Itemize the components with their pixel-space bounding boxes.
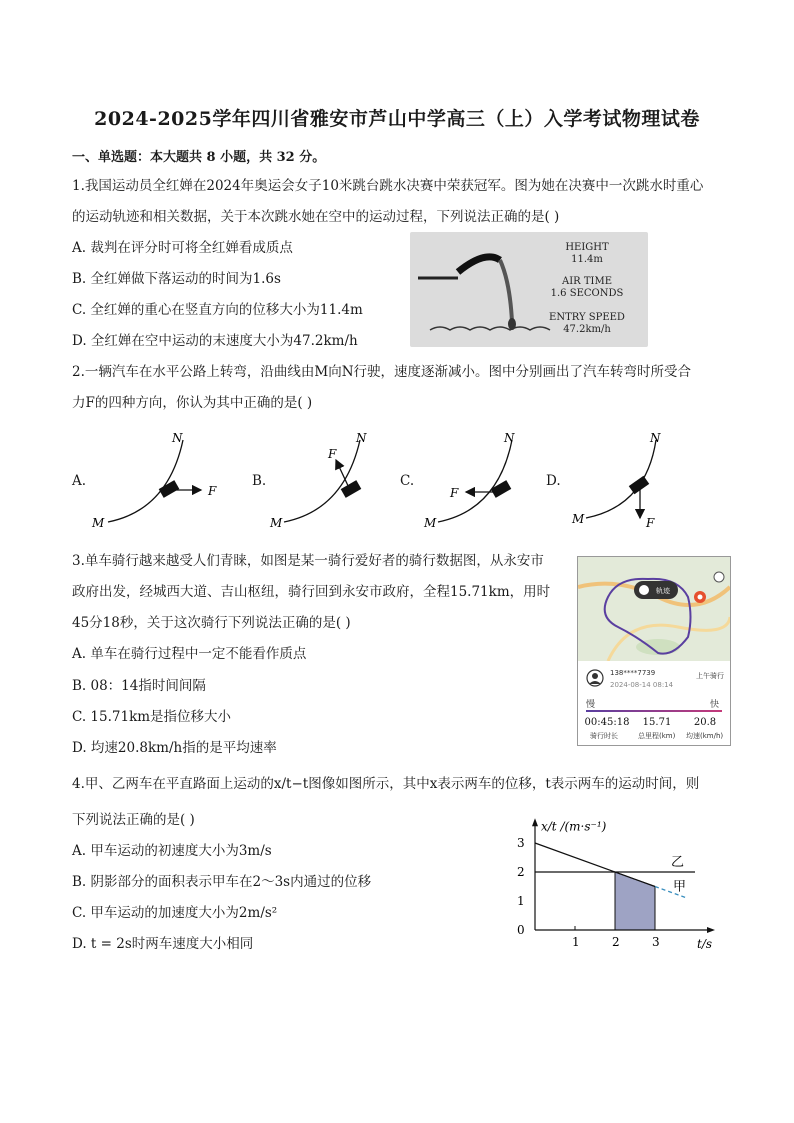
q4-option-c: C. 甲车运动的加速度大小为2m/s² [72, 905, 278, 921]
speed-value: 20.8 [693, 717, 717, 728]
shaded-area [615, 872, 655, 930]
q2-figure-c [420, 430, 550, 530]
q2-a-m: M [92, 516, 105, 530]
fast-label: 快 [710, 700, 720, 710]
entry-speed-value: 47.2km/h [563, 324, 611, 335]
q2-b-m: M [270, 516, 283, 530]
series-jia-label: 甲 [673, 879, 687, 895]
section-heading: 一、单选题：本大题共 8 小题，共 32 分。 [72, 150, 326, 165]
y-tick-label: 2 [517, 865, 525, 879]
q4-option-d: D. t = 2s时两车速度大小相同 [72, 936, 254, 952]
slow-label: 慢 [586, 700, 596, 710]
y-tick-label: 3 [517, 836, 525, 850]
q1-line1: 1.我国运动员全红婵在2024年奥运会女子10米跳台跳水决赛中荣获冠军。图为她在决赛中一次跳水时重心 [72, 178, 704, 194]
q2-line2: 力F的四种方向，你认为其中正确的是( ) [72, 395, 313, 411]
series-yi-label: 乙 [671, 855, 685, 870]
q4-line1: 4.甲、乙两车在平直路面上运动的x/t−t图像如图所示，其中x表示两车的位移，t表示两车的运动时间，则 [72, 776, 700, 792]
q2-a-n: N [172, 431, 183, 445]
distance-value: 15.71 [642, 717, 672, 728]
x-tick-label: 2 [612, 935, 620, 949]
x-tick-label: 3 [652, 935, 660, 949]
q2-d-m: M [572, 512, 585, 526]
y-tick-label: 1 [517, 894, 525, 908]
q2-line1: 2.一辆汽车在水平公路上转弯，沿曲线由M向N行驶，速度逐渐减小。图中分别画出了汽车转弯时所受合 [72, 364, 692, 380]
q2-d-f: F [646, 516, 655, 530]
q1-option-d: D. 全红婵在空中运动的末速度大小为47.2km/h [72, 333, 358, 349]
q2-a-f: F [208, 484, 217, 498]
q2-c-n: N [504, 431, 515, 445]
app-date: 2024-08-14 08:14 [610, 681, 674, 689]
q3-line2: 政府出发，经城西大道、吉山枢纽，骑行回到永安市政府，全程15.71km，用时 [72, 584, 551, 600]
q1-line2: 的运动轨迹和相关数据，关于本次跳水她在空中的运动过程，下列说法正确的是( ) [72, 209, 560, 225]
x-axis-label: t/s [697, 937, 713, 951]
q4-option-a: A. 甲车运动的初速度大小为3m/s [72, 843, 272, 859]
q2-label-d: D. [546, 473, 561, 489]
air-time-label: AIR TIME [561, 276, 613, 287]
app-mode: 上午骑行 [696, 672, 724, 680]
q1-option-b: B. 全红婵做下落运动的时间为1.6s [72, 271, 281, 287]
y-axis-arrow [532, 818, 538, 826]
page-title: 2024-2025学年四川省雅安市芦山中学高三（上）入学考试物理试卷 [94, 108, 700, 130]
route-map [578, 557, 730, 661]
x-axis-arrow [707, 927, 715, 933]
q2-d-n: N [650, 431, 661, 445]
duration-label: 骑行时长 [590, 732, 618, 740]
height-value: 11.4m [571, 254, 603, 265]
q2-label-b: B. [252, 473, 267, 489]
map-drawing [578, 557, 730, 661]
q4-option-b: B. 阴影部分的面积表示甲车在2～3s内通过的位移 [72, 874, 372, 890]
q3-option-d: D. 均速20.8km/h指的是平均速率 [72, 740, 277, 756]
q2-c-f: F [450, 486, 459, 500]
series-jia-line [535, 843, 655, 887]
speed-bar [586, 710, 722, 712]
q2-b-n: N [356, 431, 367, 445]
air-time-value: 1.6 SECONDS [550, 288, 624, 299]
entry-speed-label: ENTRY SPEED [549, 312, 625, 323]
q2-b-f: F [328, 447, 337, 461]
cycling-app-screenshot [577, 556, 731, 746]
q3-option-a: A. 单车在骑行过程中一定不能看作质点 [72, 646, 307, 662]
q3-option-c: C. 15.71km是指位移大小 [72, 709, 232, 725]
q4-line2: 下列说法正确的是( ) [72, 812, 195, 828]
speed-label: 均速(km/h) [686, 732, 724, 740]
track-button-label: 轨迹 [656, 587, 670, 595]
y-tick-label: 0 [517, 923, 525, 937]
q2-figure-a [88, 430, 238, 530]
distance-label: 总里程(km) [638, 732, 676, 740]
q1-option-c: C. 全红婵的重心在竖直方向的位移大小为11.4m [72, 302, 363, 318]
duration-value: 00:45:18 [584, 717, 630, 728]
q2-c-m: M [424, 516, 437, 530]
dive-photo [410, 232, 648, 347]
q2-label-a: A. [72, 473, 87, 489]
height-label: HEIGHT [565, 242, 609, 253]
x-tick-label: 1 [572, 935, 580, 949]
avatar [586, 669, 604, 687]
y-axis-label: x/t /(m·s⁻¹) [541, 819, 607, 834]
q4-xt-t-graph [505, 800, 730, 952]
q3-line1: 3.单车骑行越来越受人们青睐，如图是某一骑行爱好者的骑行数据图，从永安市 [72, 553, 544, 569]
q1-option-a: A. 裁判在评分时可将全红婵看成质点 [72, 240, 293, 256]
app-user: 138****7739 [610, 669, 656, 677]
q2-label-c: C. [400, 473, 415, 489]
q2-figure-d [568, 430, 678, 530]
q2-figure-b [268, 430, 398, 530]
q3-line3: 45分18秒，关于这次骑行下列说法正确的是( ) [72, 615, 351, 631]
q3-option-b: B. 08：14指时间间隔 [72, 678, 206, 694]
